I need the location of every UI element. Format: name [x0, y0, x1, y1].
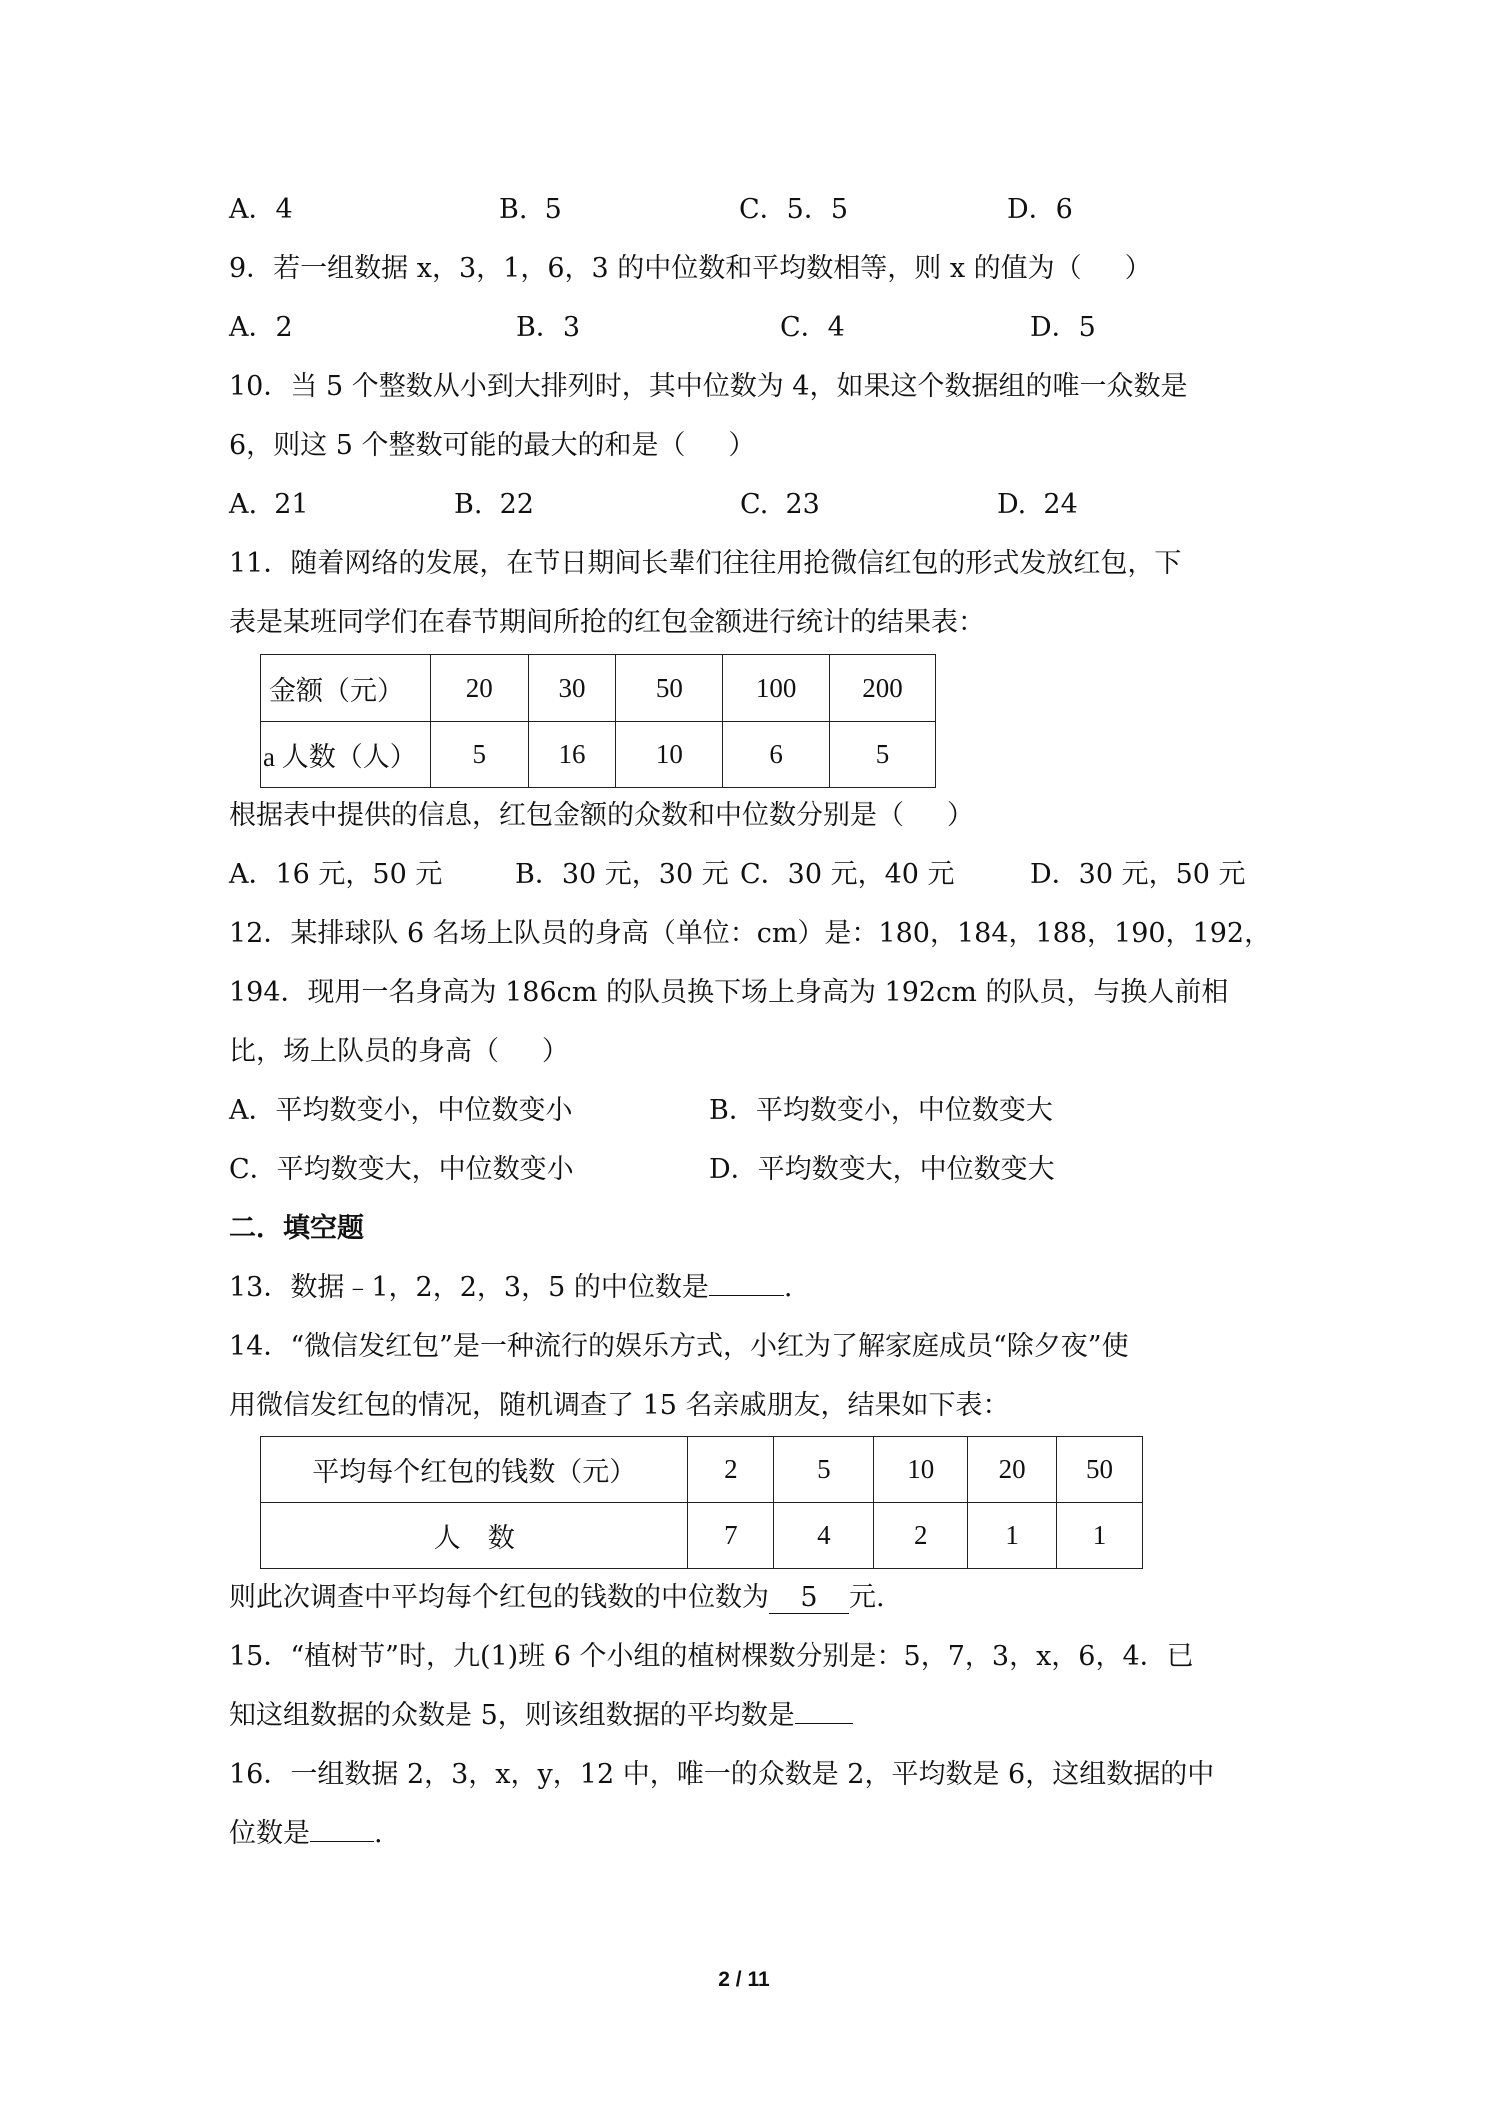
q14-table-cell: 平均每个红包的钱数（元） [261, 1437, 688, 1503]
q10-option-b: B. 22 [454, 489, 534, 520]
q11-table-cell: 30 [528, 655, 616, 722]
q14-table-cell: 7 [688, 1503, 774, 1569]
q10-option-c: C. 23 [740, 489, 820, 520]
q10-options [229, 487, 1289, 523]
q15-stem-line-2: 知这组数据的众数是 5，则该组数据的平均数是 [229, 1700, 795, 1731]
q11-table-cell: a 人数（人） [261, 722, 431, 788]
q14-stem-line-2: 用微信发红包的情况，随机调查了 15 名亲戚朋友，结果如下表： [229, 1390, 1010, 1421]
q15-stem-line-2-row [229, 1698, 853, 1734]
q11-table-cell: 16 [528, 722, 616, 788]
q14-answer-line [229, 1580, 885, 1616]
q9-option-b: B．3 [516, 312, 581, 343]
q8-option-b: B. 5 [499, 194, 562, 225]
q10-option-d: D. 24 [997, 489, 1078, 520]
q11-option-a: A．16 元，50 元 [229, 859, 443, 890]
q14-answer-blank: 5 [769, 1583, 849, 1614]
q12-options-row-1 [229, 1093, 1289, 1129]
q9-stem: 9．若一组数据 x，3，1，6，3 的中位数和平均数相等，则 x 的值为（ ） [229, 253, 1152, 284]
q15-answer-blank [795, 1723, 853, 1724]
q13-answer-blank [709, 1295, 784, 1296]
section-title: 二．填空题 [229, 1213, 364, 1244]
q16-stem-line-2-row [229, 1816, 383, 1852]
q8-option-d: D．6 [1007, 194, 1073, 225]
q12-option-c: C．平均数变大，中位数变小 [229, 1154, 574, 1185]
q11-table-cell: 200 [830, 655, 936, 722]
q13-stem: 13．数据﹣1，2，2，3，5 的中位数是 [229, 1272, 709, 1303]
q9-option-a: A．2 [229, 312, 293, 343]
q14-table-cell: 人 数 [261, 1503, 688, 1569]
q11-table [260, 654, 936, 788]
q11-option-b: B．30 元，30 元 [515, 859, 729, 890]
q10-stem-line-2: 6，则这 5 个整数可能的最大的和是（ ） [229, 430, 756, 461]
q16-tail: . [374, 1818, 383, 1849]
q8-option-a: A．4 [229, 194, 293, 225]
q11-stem-line-2: 表是某班同学们在春节期间所抢的红包金额进行统计的结果表： [229, 607, 985, 638]
q12-option-b: B．平均数变小，中位数变大 [709, 1095, 1053, 1126]
q14-table-cell: 20 [968, 1437, 1057, 1503]
q13-tail: . [783, 1272, 793, 1303]
q14-table-cell: 1 [968, 1503, 1057, 1569]
q11-question: 根据表中提供的信息，红包金额的众数和中位数分别是（ ） [229, 800, 974, 831]
q9-option-d: D．5 [1030, 312, 1096, 343]
q9-option-c: C．4 [780, 312, 845, 343]
q14-table-cell: 10 [874, 1437, 968, 1503]
q14-table-cell: 50 [1057, 1437, 1143, 1503]
q12-option-d: D．平均数变大，中位数变大 [709, 1154, 1055, 1185]
q11-option-d: D．30 元，50 元 [1030, 859, 1246, 890]
q10-option-a: A. 21 [229, 489, 309, 520]
q11-table-cell: 50 [616, 655, 723, 722]
q13-line [229, 1270, 792, 1306]
q16-answer-blank [310, 1841, 374, 1842]
page-number: 2 / 11 [718, 1968, 770, 1991]
q14-table-cell: 4 [774, 1503, 874, 1569]
q14-stem-line-1: 14．“微信发红包”是一种流行的娱乐方式，小红为了解家庭成员“除夕夜”使 [229, 1331, 1129, 1362]
q11-table-cell: 100 [723, 655, 830, 722]
q14-table-header-row [261, 1437, 1143, 1503]
q11-option-c: C．30 元，40 元 [740, 859, 955, 890]
q11-table-header-row [261, 655, 936, 722]
q11-table-cell: 金额（元） [261, 655, 431, 722]
q14-table-cell: 2 [874, 1503, 968, 1569]
q16-stem-line-2: 位数是 [229, 1818, 310, 1849]
q11-stem-line-1: 11．随着网络的发展，在节日期间长辈们往往用抢微信红包的形式发放红包，下 [229, 548, 1182, 579]
q11-table-cell: 5 [430, 722, 528, 788]
q12-options-row-2 [229, 1152, 1289, 1188]
q14-table-data-row [261, 1503, 1143, 1569]
q16-stem-line-1: 16．一组数据 2，3，x，y，12 中，唯一的众数是 2，平均数是 6，这组数据的中 [229, 1759, 1215, 1790]
q12-stem-line-2: 194．现用一名身高为 186cm 的队员换下场上身高为 192cm 的队员，与换人前相 [229, 977, 1229, 1008]
q8-options [229, 192, 1289, 228]
q11-table-cell: 10 [616, 722, 723, 788]
q11-options [229, 857, 1289, 893]
q14-table-cell: 5 [774, 1437, 874, 1503]
q14-table-cell: 2 [688, 1437, 774, 1503]
q11-table-cell: 5 [830, 722, 936, 788]
q14-answer-prefix: 则此次调查中平均每个红包的钱数的中位数为 [229, 1582, 769, 1613]
q14-table [260, 1436, 1143, 1569]
q14-table-cell: 1 [1057, 1503, 1143, 1569]
q9-options [229, 310, 1289, 346]
q15-stem-line-1: 15．“植树节”时，九(1)班 6 个小组的植树棵数分别是：5，7，3，x，6，4．已 [229, 1641, 1194, 1672]
q10-stem-line-1: 10．当 5 个整数从小到大排列时，其中位数为 4，如果这个数据组的唯一众数是 [229, 371, 1188, 402]
q11-table-cell: 20 [430, 655, 528, 722]
q11-table-data-row [261, 722, 936, 788]
q11-table-cell: 6 [723, 722, 830, 788]
q12-stem-line-3: 比，场上队员的身高（ ） [229, 1036, 569, 1067]
q12-option-a: A．平均数变小，中位数变小 [229, 1095, 573, 1126]
q8-option-c: C．5．5 [739, 194, 849, 225]
q14-answer-suffix: 元. [849, 1582, 885, 1613]
q12-stem-line-1: 12．某排球队 6 名场上队员的身高（单位：cm）是：180，184，188，190，192， [229, 918, 1272, 949]
